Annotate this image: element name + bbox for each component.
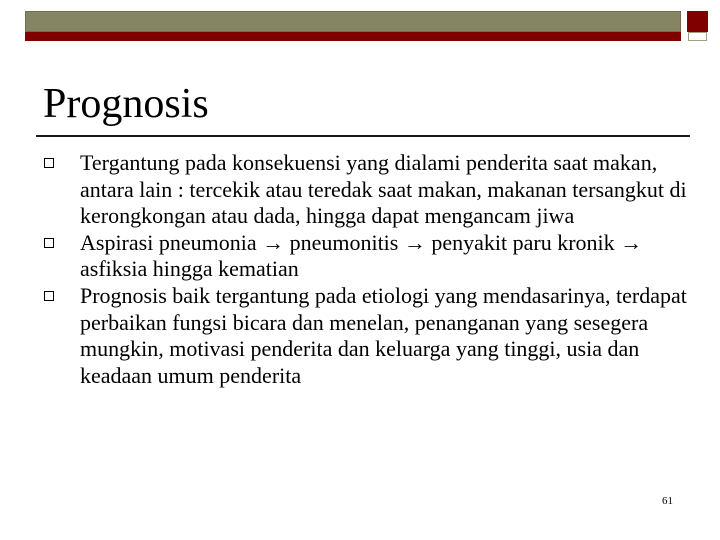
bullet-item-prognosis	[0, 283, 720, 389]
bullet-text: Prognosis baik tergantung pada etiologi yang mendasarinya, terdapat perbaikan fungsi bicara dan menelan, penanganan yang sesegera mungkin, motivasi penderita dan keluarga yang tinggi, usia dan keadaan umum penderita	[80, 282, 687, 388]
header-square-red	[687, 11, 708, 32]
bullet-item-consequences	[0, 150, 720, 230]
hollow-square-bullet-icon	[44, 291, 54, 301]
header-bar-red	[25, 32, 681, 41]
bullet-item-aspiration	[0, 230, 720, 283]
bullet-text: Tergantung pada konsekuensi yang dialami penderita saat makan, antara lain : tercekik atau teredak saat makan, makanan tersangkut di kerongkongan atau dada, hingga dapat mengancam jiwa	[80, 150, 687, 229]
bullet-list	[0, 150, 720, 389]
bullet-text: Aspirasi pneumonia → pneumonitis → penyakit paru kronik → asfiksia hingga kematian	[80, 229, 643, 282]
hollow-square-bullet-icon	[44, 238, 54, 248]
slide-title: Prognosis	[43, 81, 209, 127]
header-square-outline	[688, 32, 707, 41]
header-bar-olive	[25, 11, 681, 32]
page-number: 61	[662, 495, 673, 507]
title-underline	[36, 135, 690, 137]
hollow-square-bullet-icon	[44, 158, 54, 168]
